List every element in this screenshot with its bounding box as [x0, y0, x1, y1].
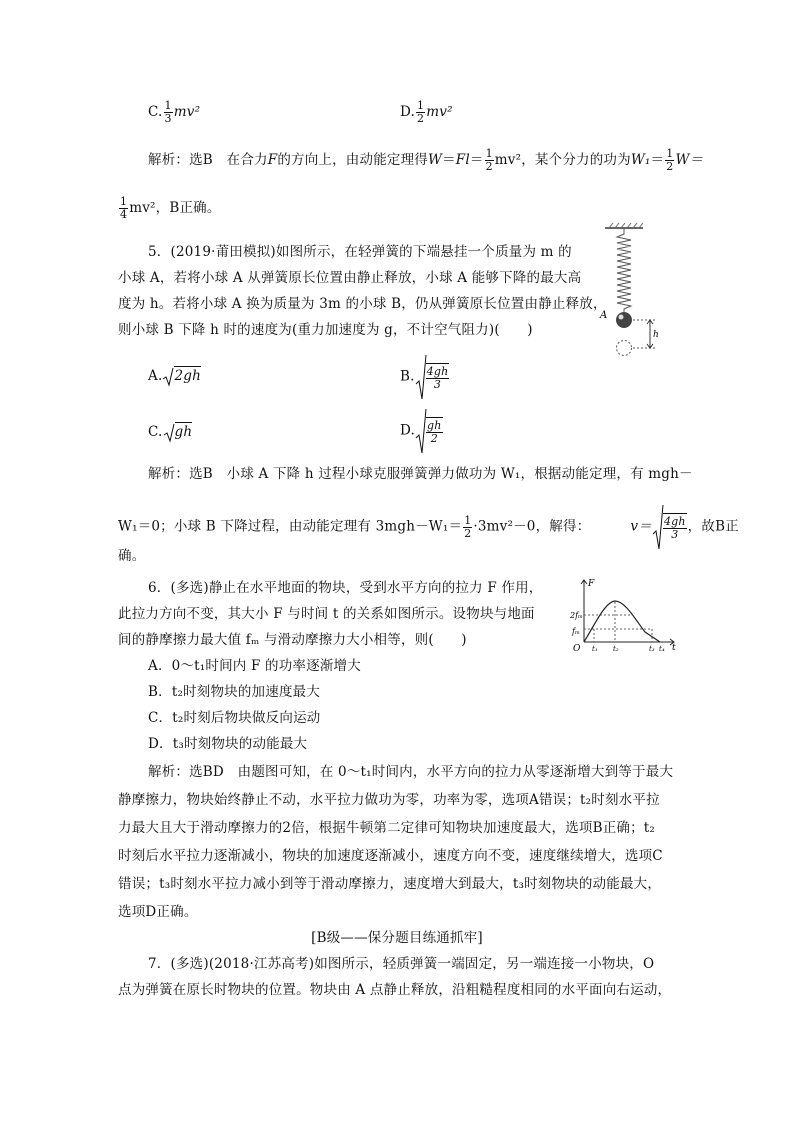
q6-solution-line4: 时刻后水平拉力逐渐减小，物块的加速度逐渐减小，速度方向不变，速度继续增大，选项C [118, 848, 663, 864]
label-O: O [573, 644, 581, 652]
force-curve [584, 601, 660, 642]
q5-spring-figure [595, 222, 665, 362]
label-t4: t₄ [659, 645, 665, 652]
q4-solution-line2: $\frac{1}{4}$ mv²，B正确。 [120, 195, 221, 221]
fraction: $\frac{4gh}{3}$ [426, 365, 449, 391]
q6-solution-line1: 解析：选BD 由题图可知，在 0～t₁时间内，水平方向的拉力从零逐渐增大到等于最大 [148, 764, 674, 780]
option-tail: mv² [426, 104, 453, 120]
ball-a [616, 312, 632, 328]
q6-line3: 间的静摩擦力最大值 fₘ 与滑动摩擦力大小相等，则( ) [118, 632, 467, 648]
q5-option-c: C. gh [148, 422, 192, 443]
label-2fm: 2fₘ [570, 611, 583, 620]
q4-option-d [400, 100, 453, 125]
q6-option-a: A．0～t₁时间内 F 的功率逐渐增大 [148, 658, 361, 674]
section-heading: [B级——保分题目练通抓牢] [311, 930, 483, 946]
q5-line4: 则小球 B 下降 h 时的速度为(重力加速度为 g，不计空气阻力)( ) [118, 322, 533, 338]
q7-line2: 点为弹簧在原长时物块的位置。物块由 A 点静止释放，沿粗糙程度相同的水平面向右运动， [118, 982, 672, 998]
q7-line1: 7．(多选)(2018·江苏高考)如图所示，轻质弹簧一端固定，另一端连接一小物块，O [148, 956, 655, 972]
label-t3: t₃ [649, 645, 655, 652]
q6-option-b: B．t₂时刻物块的加速度最大 [148, 684, 321, 700]
label-t: t [672, 643, 676, 652]
q6-solution-line5: 错误；t₃时刻水平拉力减小到等于滑动摩擦力，速度增大到最大，t₃时刻物块的动能最大， [118, 876, 662, 892]
q5-line1: 5．(2019·莆田模拟)如图所示，在轻弹簧的下端悬挂一个质量为 m 的 [148, 244, 572, 260]
fraction: $\frac{1}{4}$ [120, 195, 128, 221]
q5-line2: 小球 A，若将小球 A 从弹簧原长位置由静止释放，小球 A 能够下降的最大高 [118, 270, 582, 286]
q6-option-c: C．t₂时刻后物块做反向运动 [148, 710, 321, 726]
option-tail: mv² [173, 104, 201, 120]
fraction: $\frac{1}{2}$ [417, 99, 425, 125]
q4-solution-line1: 解析：选B 在合力F的方向上，由动能定理得W＝Fl＝ $\frac{1}{2}$ mv²，某个分力的功为W₁＝ $\frac{1}{2}$ W＝ [148, 147, 704, 173]
q6-solution-line3: 力最大且大于滑动摩擦力的2倍，根据牛顿第二定律可知物块加速度最大，选项B正确；t₂ [118, 820, 656, 836]
ball-dashed [617, 341, 632, 356]
spring-coils [617, 228, 631, 313]
label-t2: t₂ [613, 645, 619, 652]
q5-option-b: B. $\frac{4gh}{3}$ [400, 354, 450, 400]
label-h: h [653, 330, 659, 340]
q5-solution-line1: 解析：选B 小球 A 下降 h 过程小球克服弹簧弹力做功为 W₁，根据动能定理，有 mgh－ [148, 466, 693, 482]
fraction: $\frac{1}{2}$ [464, 513, 472, 540]
fraction: $\frac{4gh}{3}$ [663, 515, 686, 541]
fraction: $\frac{1}{2}$ [485, 147, 493, 173]
label-fm: fₘ [572, 627, 580, 636]
fraction: $\frac{1}{2}$ [666, 147, 674, 173]
label-F: F [588, 579, 595, 589]
option-label: D. [400, 104, 416, 120]
q5-solution-line3: 确。 [118, 548, 146, 564]
q5-line3: 度为 h。若将小球 A 换为质量为 3m 的小球 B，仍从弹簧原长位置由静止释放， [118, 296, 607, 312]
label-t1: t₁ [592, 645, 598, 652]
q6-line2: 此拉力方向不变，其大小 F 与时间 t 的关系如图所示。设物块与地面 [118, 606, 535, 622]
q6-force-time-graph [570, 574, 680, 652]
fraction: $\frac{gh}{2}$ [427, 419, 442, 445]
q6-solution-line2: 静摩擦力，物块始终静止不动，水平拉力做功为零，功率为零，选项A错误；t₂时刻水平拉 [118, 792, 660, 808]
q6-line1: 6．(多选)静止在水平地面的物块，受到水平方向的拉力 F 作用， [148, 580, 543, 596]
q5-solution-line2: W₁＝0；小球 B 下降过程，由动能定理有 3mgh－W₁＝ $\frac{1}{2}$ ·3mv²－0，解得： v＝ $\frac{4gh}{3}$ ，故B正 [118, 504, 739, 550]
q6-solution-line6: 选项D正确。 [118, 904, 198, 920]
ceiling-hatch [605, 223, 643, 228]
fraction: $\frac{1}{3}$ [164, 99, 172, 125]
q5-option-d: D. $\frac{gh}{2}$ [400, 408, 444, 454]
q6-option-d: D．t₃时刻物块的动能最大 [148, 736, 308, 752]
q4-option-c [148, 100, 200, 125]
q5-option-a: A. 2gh [148, 366, 201, 387]
sqrt-symbol [162, 366, 174, 387]
option-label: C. [148, 104, 163, 120]
sqrt-symbol [163, 422, 175, 443]
label-a: A [600, 310, 608, 321]
